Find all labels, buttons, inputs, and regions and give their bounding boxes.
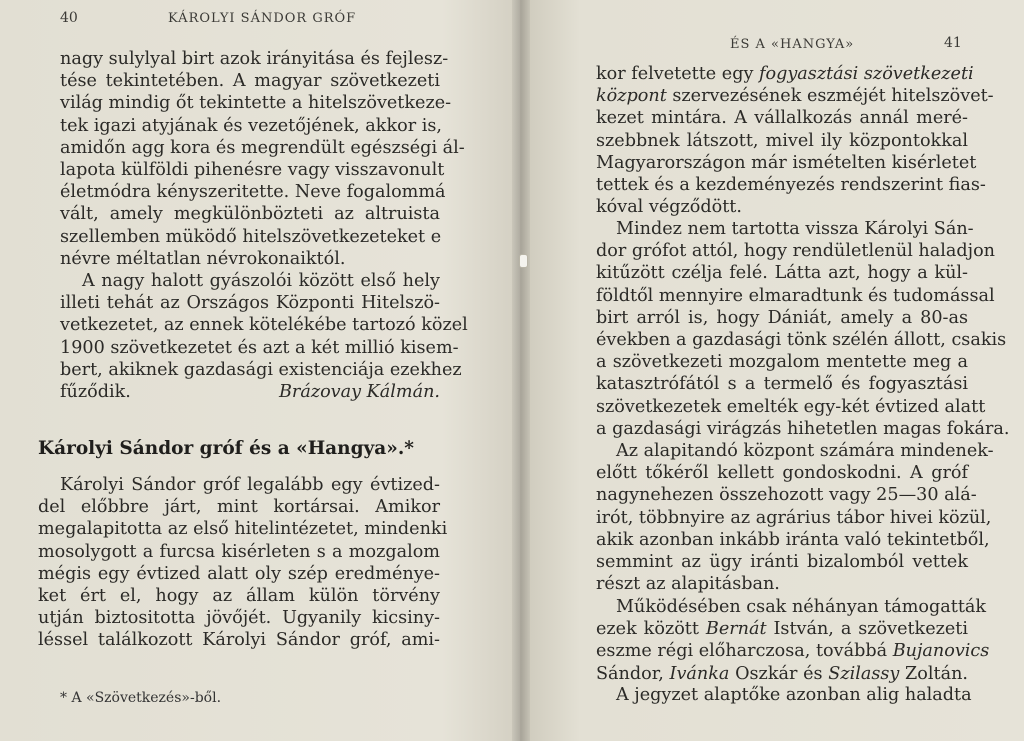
text-line: 1900 szövetkezetet és azt a két millió kisem- <box>60 337 459 358</box>
staple <box>519 254 528 268</box>
text-line: A nagy halott gyászolói között első hely <box>82 271 440 291</box>
right-paragraph-1 <box>596 63 994 218</box>
text-line: lapota külföldi pihenésre vagy visszavonult <box>60 160 445 181</box>
text-line: illeti tehát az Országos Központi Hitelszö- <box>60 293 440 314</box>
right-paragraph-4 <box>596 596 990 685</box>
text-line: amidőn agg kora és megrendült egészségi ál- <box>60 137 465 158</box>
text-line: részt az alapitásban. <box>596 574 780 595</box>
text-line: vetkezetet, az ennek kötelékébe tartozó közel <box>60 315 468 336</box>
text-line: megalapitotta az első hitelintézetet, mindenki <box>38 519 448 540</box>
text-line: mégis egy évtized alatt oly szép eredménye- <box>38 563 440 584</box>
right-paragraph-5 <box>596 684 972 706</box>
text-line: vált, amely megkülönbözteti az altruista <box>60 204 440 225</box>
text-line: években a gazdasági tönk szélén állott, csakis <box>596 330 1007 351</box>
text-fragment: Bujanovics <box>892 641 990 662</box>
text-line: életmódra kényszeritette. Neve fogalommá <box>60 182 446 203</box>
text-fragment: Oszkár és <box>729 663 829 684</box>
text-line: akik azonban inkább iránta való tekintetből, <box>596 529 990 550</box>
text-line: birt arról is, hogy Dániát, amely a 80-as <box>596 307 968 328</box>
page-number-left: 40 <box>60 10 78 26</box>
text-fragment: Sándor, <box>596 663 670 684</box>
signature: Brázovay Kálmán. <box>278 382 440 403</box>
right-paragraph-3 <box>596 440 994 595</box>
text-line: bert, akiknek gazdasági existenciája ezekhez <box>60 359 462 380</box>
text-line: kitűzött czélja felé. Látta azt, hogy a kül- <box>596 263 968 284</box>
text-fragment: szervezésének eszméjét hitelszövet- <box>666 86 994 107</box>
text-line <box>596 63 974 85</box>
text-fragment: Ivánka <box>669 663 730 684</box>
text-fragment: fogyasztási szövetkezeti <box>759 64 974 84</box>
text-line: utján biztositotta jövőjét. Ugyanily kicsiny- <box>38 608 440 629</box>
text-line: Károlyi Sándor gróf legalább egy évtized- <box>60 475 440 495</box>
text-line: a szövetkezeti mozgalom mentette meg a <box>596 352 968 373</box>
text-line: léssel találkozott Károlyi Sándor gróf, ami- <box>38 630 440 651</box>
text-line: katasztrófától s a termelő és fogyasztási <box>596 374 968 395</box>
text-line: irót, többnyire az agrárius tábor hivei közül, <box>596 507 992 528</box>
text-fragment: eszme régi előharczosa, továbbá <box>596 641 893 662</box>
text-line: szövetkezetek emelték egy-két évtized alatt <box>596 396 986 417</box>
text-line: kezet mintára. A vállalkozás annál meré- <box>596 108 968 129</box>
left-paragraph-2 <box>60 270 468 403</box>
text-line: ket ért el, hogy az állam külön törvény <box>38 586 440 607</box>
text-line: szebbnek látszott, mivel ily központokkal <box>596 130 968 151</box>
text-line: tettek és a kezdeményezés rendszerint fias- <box>596 175 986 196</box>
page-number-right: 41 <box>944 35 962 51</box>
footnote: * A «Szövetkezés»-ből. <box>60 690 222 706</box>
book-gutter <box>512 0 530 741</box>
text-line: A jegyzet alaptőke azonban alig haladta <box>616 685 972 705</box>
text-line <box>596 663 968 685</box>
text-fragment: István, a szövetkezeti <box>766 619 969 640</box>
text-line: nagynehezen összehozott vagy 25—30 alá- <box>596 485 977 506</box>
text-fragment: Szilassy <box>828 663 900 684</box>
text-line: Működésében csak néhányan támogatták <box>616 597 987 617</box>
text-fragment: ezek között <box>596 619 706 640</box>
text-fragment: központ <box>596 86 667 107</box>
text-line <box>596 618 968 640</box>
right-paragraph-2 <box>596 218 1010 440</box>
left-paragraph-1 <box>60 48 465 270</box>
running-head-left: KÁROLYI SÁNDOR GRÓF <box>168 11 357 26</box>
text-fragment: Bernát <box>705 619 767 640</box>
text-line: névre méltatlan névrokonaiktól. <box>60 248 346 269</box>
right-page <box>520 0 1024 741</box>
running-head-right: ÉS A «HANGYA» <box>730 37 855 52</box>
text-fragment: kor felvetette egy <box>596 64 759 84</box>
text-line: Az alapitandó központ számára mindenek- <box>616 441 994 461</box>
text-line: del előbbre járt, mint kortársai. Amikor <box>38 497 440 518</box>
text-line: nagy sulylyal birt azok irányitása és fejlesz- <box>60 49 449 69</box>
left-paragraph-3 <box>38 474 448 652</box>
text-line: Magyarországon már ismételten kisérletet <box>596 152 977 173</box>
text-line: a gazdasági virágzás hihetetlen magas fokára. <box>596 418 1010 439</box>
text-line: földtől mennyire elmaradtunk és tudomással <box>596 285 995 306</box>
text-line: kóval végződött. <box>596 197 742 218</box>
text-fragment: fűződik. <box>60 382 131 403</box>
text-line <box>60 381 440 403</box>
text-line: szellemben müködő hitelszövetkezeteket e <box>60 226 442 247</box>
section-heading: Károlyi Sándor gróf és a «Hangya».* <box>38 438 414 459</box>
text-line: tek igazi atyjának és vezetőjének, akkor is, <box>60 115 442 136</box>
text-line: semmint az ügy iránti bizalomból vettek <box>596 552 968 573</box>
text-line <box>596 85 994 107</box>
text-line: Mindez nem tartotta vissza Károlyi Sán- <box>616 219 974 239</box>
text-line: előtt tőkéről kellett gondoskodni. A gróf <box>596 463 968 484</box>
text-line <box>596 640 990 662</box>
text-fragment: Zoltán. <box>899 663 968 684</box>
text-line: mosolygott a furcsa kisérleten s a mozgalom <box>38 541 440 562</box>
text-line: dor grófot attól, hogy rendületlenül haladjon <box>596 241 995 262</box>
text-line: tése tekintetében. A magyar szövetkezeti <box>60 71 440 92</box>
text-line: világ mindig őt tekintette a hitelszövetkeze- <box>60 93 452 114</box>
